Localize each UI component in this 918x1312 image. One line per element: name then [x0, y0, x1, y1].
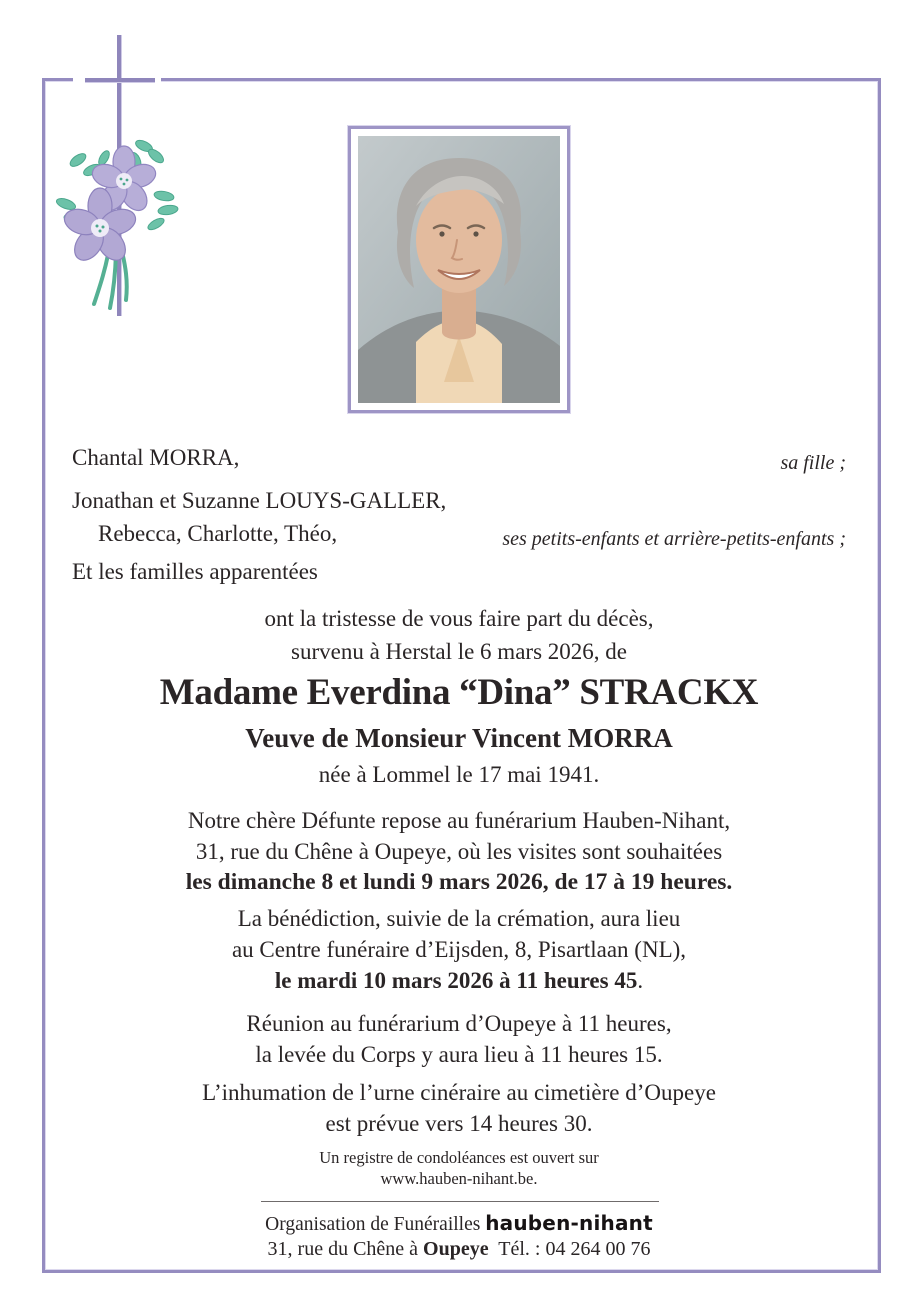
- family-member-great-grandchildren: Rebecca, Charlotte, Théo,: [98, 521, 338, 546]
- ceremony-line-1: La bénédiction, suivie de la crémation, aura lieu: [237, 906, 681, 931]
- repose-line-2: 31, rue du Chêne à Oupeye, où les visites sont souhaitées: [195, 839, 723, 864]
- reunion-line-2: la levée du Corps y aura lieu à 11 heures 15.: [255, 1042, 663, 1067]
- repose-paragraph: [42, 805, 876, 898]
- family-line-2: [0, 488, 918, 514]
- ceremony-date-period: .: [637, 968, 644, 993]
- announcement-line-2: survenu à Herstal le 6 mars 2026, de: [291, 639, 627, 664]
- register-note: [42, 1147, 876, 1189]
- repose-line-1: Notre chère Défunte repose au funérarium Hauben-Nihant,: [187, 808, 731, 833]
- cross-horizontal-bar: [85, 78, 155, 82]
- ceremony-date: le mardi 10 mars 2026 à 11 heures 45: [274, 968, 638, 993]
- footer-address: [42, 1238, 876, 1261]
- family-related: Et les familles apparentées: [72, 559, 318, 584]
- deceased-birth: née à Lommel le 17 mai 1941.: [318, 762, 600, 787]
- family-line-3: [0, 521, 918, 550]
- footer-organisation: [42, 1211, 876, 1236]
- announcement-line-1: ont la tristesse de vous faire part du décès,: [264, 606, 654, 631]
- flowers-icon: [48, 118, 184, 314]
- footer-organisation-text: Organisation de Funérailles: [265, 1214, 481, 1235]
- repose-dates: les dimanche 8 et lundi 9 mars 2026, de 17 à 19 heures.: [185, 869, 733, 895]
- relation-grandchildren: ses petits-enfants et arrière-petits-enfants ;: [502, 528, 846, 550]
- ceremony-paragraph: [42, 903, 876, 996]
- family-member-daughter: Chantal MORRA,: [72, 445, 240, 470]
- inhumation-paragraph: [42, 1077, 876, 1139]
- deceased-widow-of: Veuve de Monsieur Vincent MORRA: [245, 723, 673, 753]
- register-line-1: Un registre de condoléances est ouvert sur: [319, 1148, 599, 1167]
- inhumation-line-1: L’inhumation de l’urne cinéraire au cimetière d’Oupeye: [202, 1080, 716, 1105]
- ceremony-date-line: [42, 965, 876, 996]
- funeral-home-logo: hauben-nihant: [485, 1211, 653, 1235]
- relation-daughter: sa fille ;: [780, 452, 846, 474]
- deceased-name: Madame Everdina “Dina” STRACKX: [159, 672, 759, 713]
- inhumation-line-2: est prévue vers 14 heures 30.: [325, 1111, 593, 1136]
- footer-divider: [261, 1201, 659, 1202]
- reunion-paragraph: [42, 1008, 876, 1070]
- portrait-illustration: [358, 136, 560, 403]
- family-line-1: [0, 445, 918, 474]
- footer-phone: Tél. : 04 264 00 76: [488, 1238, 651, 1260]
- reunion-line-1: Réunion au funérarium d’Oupeye à 11 heures,: [246, 1011, 672, 1036]
- footer-address-city: Oupeye: [423, 1238, 489, 1260]
- ceremony-line-2: au Centre funéraire d’Eijsden, 8, Pisartlaan (NL),: [231, 937, 687, 962]
- family-member-grandchildren: Jonathan et Suzanne LOUYS-GALLER,: [72, 488, 447, 513]
- announcement: [42, 602, 876, 668]
- family-line-4: [0, 559, 918, 585]
- portrait-photo: [348, 126, 570, 413]
- register-website: www.hauben-nihant.be.: [380, 1169, 538, 1188]
- footer-address-street: 31, rue du Chêne à: [267, 1238, 424, 1260]
